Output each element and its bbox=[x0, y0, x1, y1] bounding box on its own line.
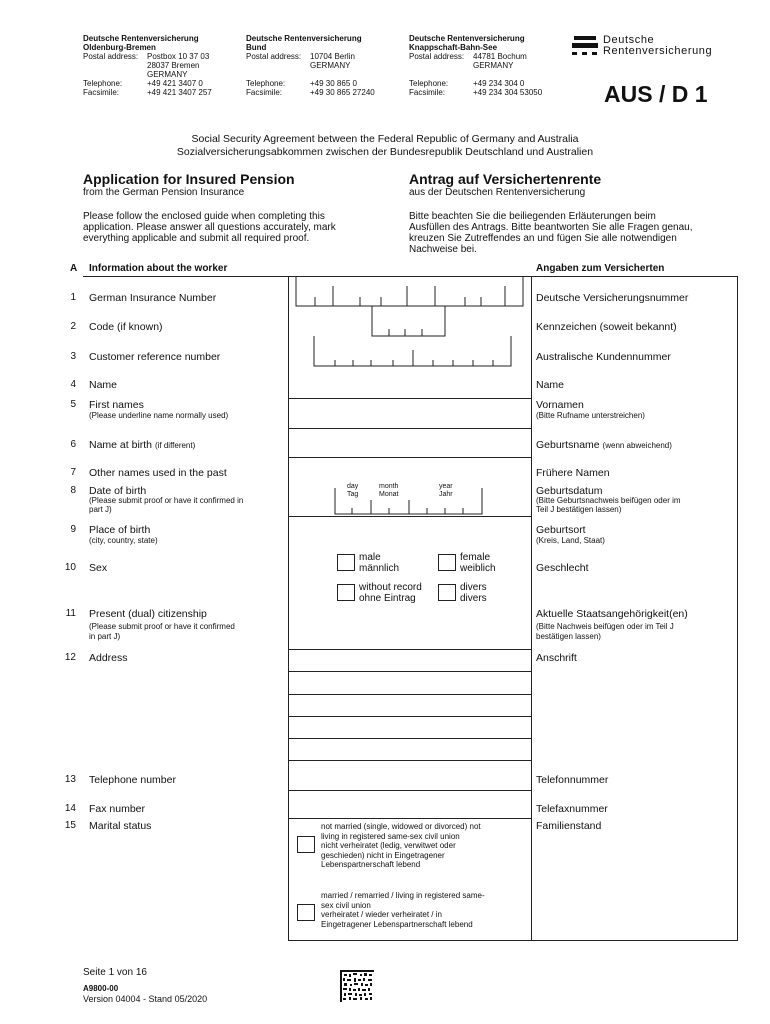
label-de-name-at-birth bbox=[536, 439, 672, 451]
column-divider-right bbox=[531, 276, 532, 941]
barcode-icon bbox=[340, 970, 374, 1002]
marital-opt1-line: not married (single, widowed or divorced) not bbox=[321, 822, 481, 831]
sex-male-label bbox=[359, 552, 399, 574]
address-line-4[interactable] bbox=[290, 717, 530, 737]
row-number: 12 bbox=[64, 652, 76, 663]
label-de-fax: Telefaxnummer bbox=[536, 803, 608, 815]
logo-line1: Deutsche bbox=[603, 34, 655, 46]
row-number: 3 bbox=[70, 351, 76, 362]
sex-divers-label bbox=[460, 582, 487, 604]
logo-line2: Rentenversicherung bbox=[603, 45, 713, 57]
institution-bund bbox=[246, 34, 406, 97]
note-de-citizenship-1: (Bitte Nachweis beifügen oder im Teil J bbox=[536, 622, 674, 631]
fax-value: +49 421 3407 257 bbox=[147, 88, 212, 97]
sex-divers-checkbox[interactable] bbox=[438, 584, 456, 601]
marital-married-label bbox=[321, 891, 485, 929]
label-telephone: Telephone number bbox=[89, 774, 176, 786]
institution-knappschaft bbox=[409, 34, 569, 97]
first-names-field[interactable] bbox=[290, 399, 530, 427]
fax-label: Facsimile: bbox=[83, 88, 120, 97]
label-name-at-birth-text: Name at birth bbox=[89, 439, 153, 451]
sex-female-checkbox[interactable] bbox=[438, 554, 456, 571]
form-version: Version 04004 - Stand 05/2020 bbox=[83, 994, 208, 1004]
address-line-2[interactable] bbox=[290, 672, 530, 693]
name-at-birth-field[interactable] bbox=[290, 429, 530, 456]
intro-line: Ausfüllen des Antrags. Bitte beantworten Sie alle Fragen genau, bbox=[409, 222, 693, 233]
name-field[interactable] bbox=[290, 370, 530, 397]
label-de-insurance-number: Deutsche Versicherungsnummer bbox=[536, 292, 689, 304]
address-line-5[interactable] bbox=[290, 739, 530, 759]
label-name-at-birth bbox=[89, 439, 195, 451]
sex-without-record-checkbox[interactable] bbox=[337, 584, 355, 601]
note-de-date-of-birth-1: (Bitte Geburtsnachweis beifügen oder im bbox=[536, 496, 681, 505]
note-de-date-of-birth-2: Teil J bestätigen lassen) bbox=[536, 505, 622, 514]
subtitle-de: aus der Deutschen Rentenversicherung bbox=[409, 187, 586, 198]
table-bottom-line bbox=[288, 940, 738, 941]
row-number: 4 bbox=[70, 379, 76, 390]
intro-en bbox=[83, 211, 336, 244]
label-de-sex: Geschlecht bbox=[536, 562, 589, 574]
address-line-3[interactable] bbox=[290, 695, 530, 715]
table-right-line bbox=[737, 276, 738, 941]
fax-field[interactable] bbox=[290, 791, 530, 817]
row-number: 8 bbox=[70, 485, 76, 496]
month-label-en: month bbox=[379, 483, 399, 490]
citizenship-field[interactable] bbox=[290, 606, 530, 648]
sex-male-en: male bbox=[359, 552, 381, 563]
subtitle-en: from the German Pension Insurance bbox=[83, 187, 245, 198]
label-place-of-birth: Place of birth bbox=[89, 524, 151, 536]
postal-line: 28037 Bremen bbox=[147, 61, 200, 70]
label-de-other-names: Frühere Namen bbox=[536, 467, 610, 479]
note-date-of-birth-1: (Please submit proof or have it confirmed in bbox=[89, 496, 244, 505]
postal-line: Postbox 10 37 03 bbox=[147, 52, 210, 61]
intro-de bbox=[409, 211, 693, 255]
row-number: 7 bbox=[70, 467, 76, 478]
month-label-de: Monat bbox=[379, 490, 399, 498]
row-number: 2 bbox=[70, 321, 76, 332]
label-name-at-birth-note: (if different) bbox=[154, 441, 196, 450]
label-de-address: Anschrift bbox=[536, 652, 577, 664]
sex-divers-en: divers bbox=[460, 582, 487, 593]
year-label-de: Jahr bbox=[439, 490, 453, 498]
note-de-place-of-birth: (Kreis, Land, Staat) bbox=[536, 536, 605, 545]
agreement-en: Social Security Agreement between the Federal Republic of Germany and Australia bbox=[191, 133, 579, 145]
label-de-customer-reference: Australische Kundennummer bbox=[536, 351, 671, 363]
logo-text bbox=[603, 35, 712, 57]
fax-label: Facsimile: bbox=[246, 88, 283, 97]
tel-value: +49 30 865 0 bbox=[310, 79, 357, 88]
form-number: A9800-00 bbox=[83, 984, 119, 993]
label-first-names: First names bbox=[89, 399, 144, 411]
marital-opt1-line: nicht verheiratet (ledig, verwitwet oder bbox=[321, 841, 456, 850]
inst-name: Deutsche Rentenversicherung bbox=[409, 34, 525, 43]
inst-branch: Knappschaft-Bahn-See bbox=[409, 43, 498, 52]
note-citizenship-1: (Please submit proof or have it confirmed bbox=[89, 622, 235, 631]
address-line-1[interactable] bbox=[290, 650, 530, 670]
postal-label: Postal address: bbox=[83, 52, 139, 61]
postal-line: 44781 Bochum bbox=[473, 52, 527, 61]
agreement-de: Sozialversicherungsabkommen zwischen der Bundesrepublik Deutschland und Australien bbox=[176, 146, 594, 158]
label-de-first-names: Vornamen bbox=[536, 399, 584, 411]
sex-female-en: female bbox=[460, 552, 491, 563]
label-de-name-at-birth-text: Geburtsname bbox=[536, 439, 600, 451]
marital-opt2-line: married / remarried / living in registered same- bbox=[321, 891, 485, 900]
sex-female-label bbox=[460, 552, 496, 574]
inst-branch: Bund bbox=[246, 43, 267, 52]
code-field[interactable] bbox=[371, 306, 447, 340]
customer-reference-field[interactable] bbox=[313, 336, 513, 370]
note-place-of-birth: (city, country, state) bbox=[89, 536, 158, 545]
title-de: Antrag auf Versichertenrente bbox=[409, 171, 602, 187]
institution-oldenburg-bremen bbox=[83, 34, 243, 97]
row-number: 11 bbox=[65, 608, 76, 619]
row-number: 1 bbox=[70, 292, 76, 303]
label-citizenship: Present (dual) citizenship bbox=[89, 608, 207, 620]
intro-line: Bitte beachten Sie die beiliegenden Erläuterungen beim bbox=[409, 211, 656, 222]
label-name: Name bbox=[89, 379, 118, 391]
label-de-telephone: Telefonnummer bbox=[536, 774, 609, 786]
intro-line: Nachweise bei. bbox=[409, 244, 477, 255]
marital-opt1-line: Lebenspartnerschaft lebend bbox=[321, 860, 421, 869]
label-de-marital-status: Familienstand bbox=[536, 820, 602, 832]
note-de-first-names: (Bitte Rufname unterstreichen) bbox=[536, 411, 645, 420]
row-number: 13 bbox=[64, 774, 76, 785]
label-de-date-of-birth: Geburtsdatum bbox=[536, 485, 603, 497]
note-date-of-birth-2: part J) bbox=[89, 505, 112, 514]
column-divider-left bbox=[288, 276, 289, 941]
label-date-of-birth: Date of birth bbox=[89, 485, 147, 497]
row-number: 9 bbox=[70, 524, 76, 535]
section-letter: A bbox=[70, 263, 78, 274]
inst-name: Deutsche Rentenversicherung bbox=[83, 34, 199, 43]
page-number: Seite 1 von 16 bbox=[83, 967, 147, 978]
row-number: 10 bbox=[64, 562, 76, 573]
sex-without-record-label bbox=[359, 582, 422, 604]
intro-line: kreuzen Sie Zutreffendes an und fügen Sie alle notwendigen bbox=[409, 233, 677, 244]
other-names-field[interactable] bbox=[290, 458, 530, 480]
tel-value: +49 234 304 0 bbox=[473, 79, 525, 88]
sex-none-en: without record bbox=[359, 582, 422, 593]
row-number: 15 bbox=[64, 820, 76, 831]
title-en: Application for Insured Pension bbox=[83, 171, 295, 187]
day-label-en: day bbox=[347, 483, 359, 490]
label-de-citizenship: Aktuelle Staatsangehörigkeit(en) bbox=[536, 608, 688, 620]
postal-line: GERMANY bbox=[147, 70, 188, 79]
year-label-en: year bbox=[439, 483, 453, 490]
postal-line: GERMANY bbox=[310, 61, 351, 70]
intro-line: Please follow the enclosed guide when completing this bbox=[83, 211, 325, 222]
label-de-name-at-birth-note: (wenn abweichend) bbox=[602, 441, 672, 450]
postal-line: GERMANY bbox=[473, 61, 514, 70]
drv-logo-icon bbox=[572, 34, 600, 58]
marital-opt2-line: sex civil union bbox=[321, 900, 371, 910]
label-insurance-number: German Insurance Number bbox=[89, 292, 217, 304]
marital-not-married-checkbox[interactable] bbox=[297, 836, 315, 853]
fax-label: Facsimile: bbox=[409, 88, 446, 97]
note-first-names: (Please underline name normally used) bbox=[89, 411, 229, 420]
fax-value: +49 30 865 27240 bbox=[310, 88, 375, 97]
label-code: Code (if known) bbox=[89, 321, 163, 333]
row-number: 14 bbox=[64, 803, 76, 814]
row-sep bbox=[288, 818, 532, 819]
postal-label: Postal address: bbox=[246, 52, 302, 61]
postal-line: 10704 Berlin bbox=[310, 52, 355, 61]
label-de-name: Name bbox=[536, 379, 565, 391]
date-of-birth-field[interactable] bbox=[334, 486, 484, 516]
postal-label: Postal address: bbox=[409, 52, 465, 61]
label-de-place-of-birth: Geburtsort bbox=[536, 524, 586, 536]
label-address: Address bbox=[89, 652, 128, 664]
marital-opt1-line: living in registered same-sex civil union bbox=[321, 831, 460, 841]
label-sex: Sex bbox=[89, 562, 108, 574]
sex-male-checkbox[interactable] bbox=[337, 554, 355, 571]
tel-value: +49 421 3407 0 bbox=[147, 79, 203, 88]
section-title-en: Information about the worker bbox=[89, 263, 228, 274]
drv-logo bbox=[572, 34, 732, 60]
marital-not-married-label bbox=[321, 822, 481, 870]
label-other-names: Other names used in the past bbox=[89, 467, 227, 479]
marital-opt2-line: Eingetragener Lebenspartnerschaft lebend bbox=[321, 919, 473, 929]
day-label-de: Tag bbox=[347, 490, 359, 498]
place-of-birth-field[interactable] bbox=[290, 517, 530, 545]
tel-label: Telephone: bbox=[83, 79, 123, 88]
marital-married-checkbox[interactable] bbox=[297, 904, 315, 921]
label-customer-reference: Customer reference number bbox=[89, 351, 221, 363]
inst-name: Deutsche Rentenversicherung bbox=[246, 34, 362, 43]
intro-line: everything applicable and submit all required proof. bbox=[83, 233, 310, 244]
sex-divers-de: divers bbox=[460, 593, 487, 604]
marital-opt1-line: geschieden) nicht in Eingetragener bbox=[321, 850, 445, 860]
tel-label: Telephone: bbox=[246, 79, 286, 88]
sex-female-de: weiblich bbox=[460, 563, 496, 574]
inst-branch: Oldenburg-Bremen bbox=[83, 43, 156, 52]
label-marital-status: Marital status bbox=[89, 820, 152, 832]
label-fax: Fax number bbox=[89, 803, 146, 815]
row-number: 5 bbox=[70, 399, 76, 410]
fax-value: +49 234 304 53050 bbox=[473, 88, 543, 97]
note-de-citizenship-2: bestätigen lassen) bbox=[536, 632, 601, 641]
form-code: AUS / D 1 bbox=[604, 81, 708, 107]
row-number: 6 bbox=[70, 439, 76, 450]
sex-male-de: männlich bbox=[359, 563, 400, 574]
marital-opt2-line: verheiratet / wieder verheiratet / in bbox=[321, 910, 442, 919]
label-de-code: Kennzeichen (soweit bekannt) bbox=[536, 321, 677, 333]
section-title-de: Angaben zum Versicherten bbox=[536, 263, 665, 274]
telephone-field[interactable] bbox=[290, 761, 530, 789]
note-citizenship-2: in part J) bbox=[89, 632, 121, 641]
sex-none-de: ohne Eintrag bbox=[359, 593, 416, 604]
insurance-number-field[interactable] bbox=[295, 276, 525, 310]
intro-line: application. Please answer all questions accurately, mark bbox=[83, 222, 336, 233]
tel-label: Telephone: bbox=[409, 79, 449, 88]
